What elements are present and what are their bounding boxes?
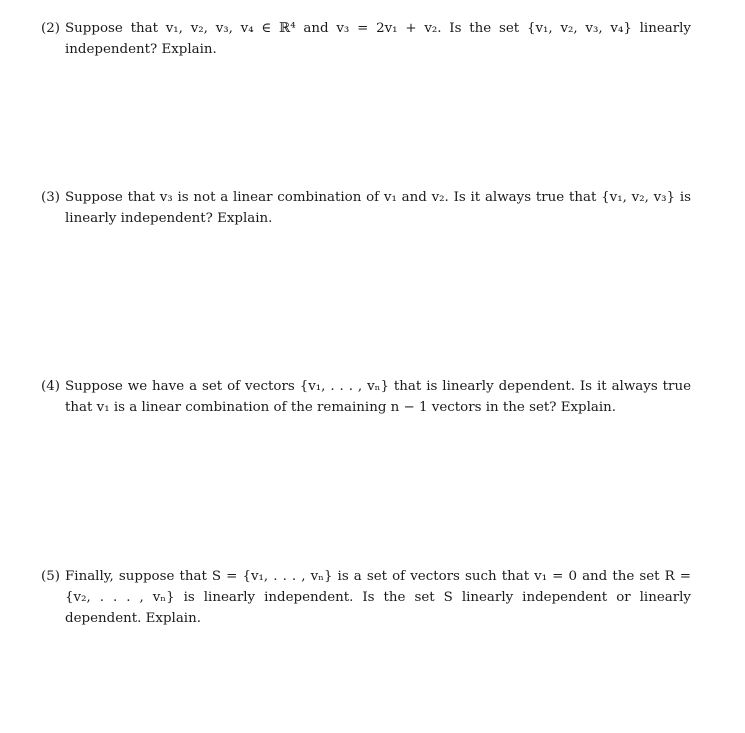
problem-4 (41, 376, 691, 418)
problem-text: Suppose that v₃ is not a linear combination of v₁ and v₂. Is it always true that {v₁, v₂, v₃} is linearly independent? Explain. (65, 190, 691, 226)
problem-number: (5) (41, 569, 60, 584)
problem-number: (3) (41, 190, 60, 205)
problem-number: (2) (41, 21, 60, 36)
problem-text: Finally, suppose that S = {v₁, . . . , vₙ} is a set of vectors such that v₁ = 0 and the set R = {v₂, . . . , vₙ} is linearly independent. Is the set S linearly independent or linearly dependent. Explain. (65, 569, 691, 626)
problem-5 (41, 566, 691, 629)
problem-2 (41, 18, 691, 60)
problem-text: Suppose we have a set of vectors {v₁, . . . , vₙ} that is linearly dependent. Is it always true that v₁ is a linear combination of the remaining n − 1 vectors in the set? Explain. (65, 379, 691, 415)
problem-text: Suppose that v₁, v₂, v₃, v₄ ∈ ℝ⁴ and v₃ = 2v₁ + v₂. Is the set {v₁, v₂, v₃, v₄} linearly independent? Explain. (65, 21, 691, 57)
problem-3 (41, 187, 691, 229)
problem-number: (4) (41, 379, 60, 394)
